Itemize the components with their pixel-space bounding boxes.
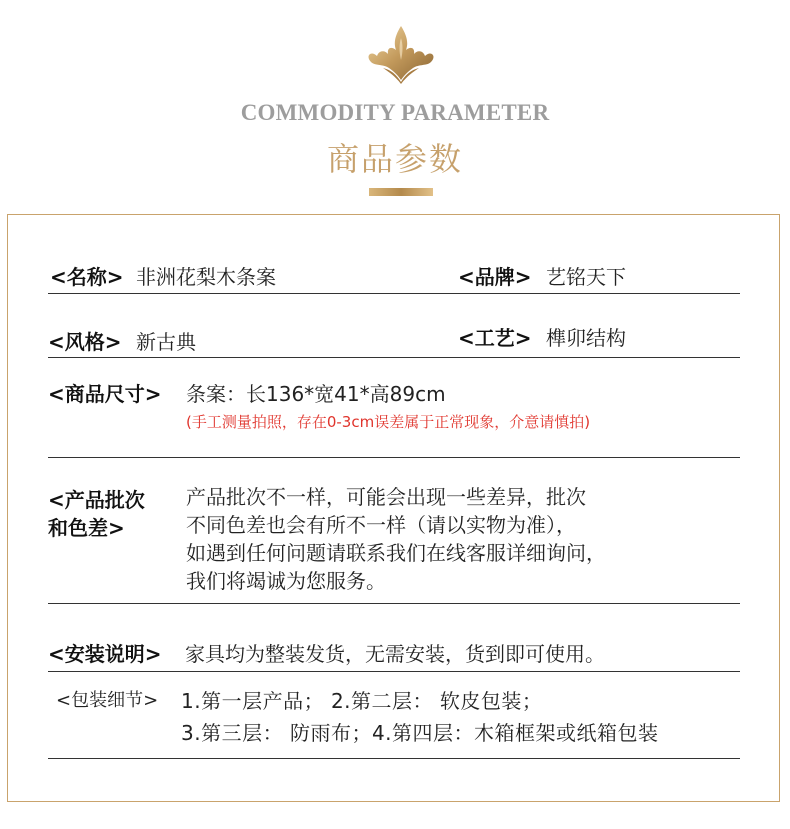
size-label: <商品尺寸> (48, 382, 162, 406)
packing-line2: 3.第三层： 防雨布；4.第四层：木箱框架或纸箱包装 (181, 721, 659, 745)
batch-text-line: 如遇到任何问题请联系我们在线客服详细询问， (186, 541, 606, 565)
brand-value: 艺铭天下 (546, 265, 626, 289)
title-chinese: 商品参数 (326, 140, 463, 178)
name-label: <名称> (50, 265, 124, 289)
packing-label: <包装细节> (56, 690, 159, 711)
style-label: <风格> (48, 330, 122, 354)
craft-label: <工艺> (458, 326, 532, 350)
install-value: 家具均为整装发货，无需安装，货到即可使用。 (185, 642, 605, 666)
size-note: (手工测量拍照，存在0-3cm误差属于正常现象，介意请慎拍) (186, 413, 591, 431)
brand-label: <品牌> (458, 265, 532, 289)
craft-value: 榫卯结构 (546, 326, 626, 350)
batch-label-line2: 和色差> (48, 516, 125, 540)
title-underline (369, 188, 433, 196)
divider-line (48, 603, 740, 604)
install-label: <安装说明> (48, 642, 162, 666)
divider-line (48, 293, 740, 294)
name-value: 非洲花梨木条案 (136, 265, 276, 289)
divider-line (48, 758, 740, 759)
batch-text-line: 我们将竭诚为您服务。 (186, 569, 386, 593)
divider-line (48, 457, 740, 458)
style-value: 新古典 (136, 330, 196, 354)
batch-text-line: 产品批次不一样，可能会出现一些差异，批次 (186, 485, 586, 509)
title-english: COMMODITY PARAMETER (240, 100, 550, 125)
packing-line1: 1.第一层产品； 2.第二层： 软皮包装； (181, 689, 543, 713)
batch-text-line: 不同色差也会有所不一样（请以实物为准）， (186, 513, 576, 537)
batch-label-line1: <产品批次 (48, 488, 145, 512)
divider-line (48, 671, 740, 672)
size-value: 条案：长136*宽41*高89cm (186, 382, 446, 406)
divider-line (48, 357, 740, 358)
ornament-crown-icon (363, 24, 439, 84)
